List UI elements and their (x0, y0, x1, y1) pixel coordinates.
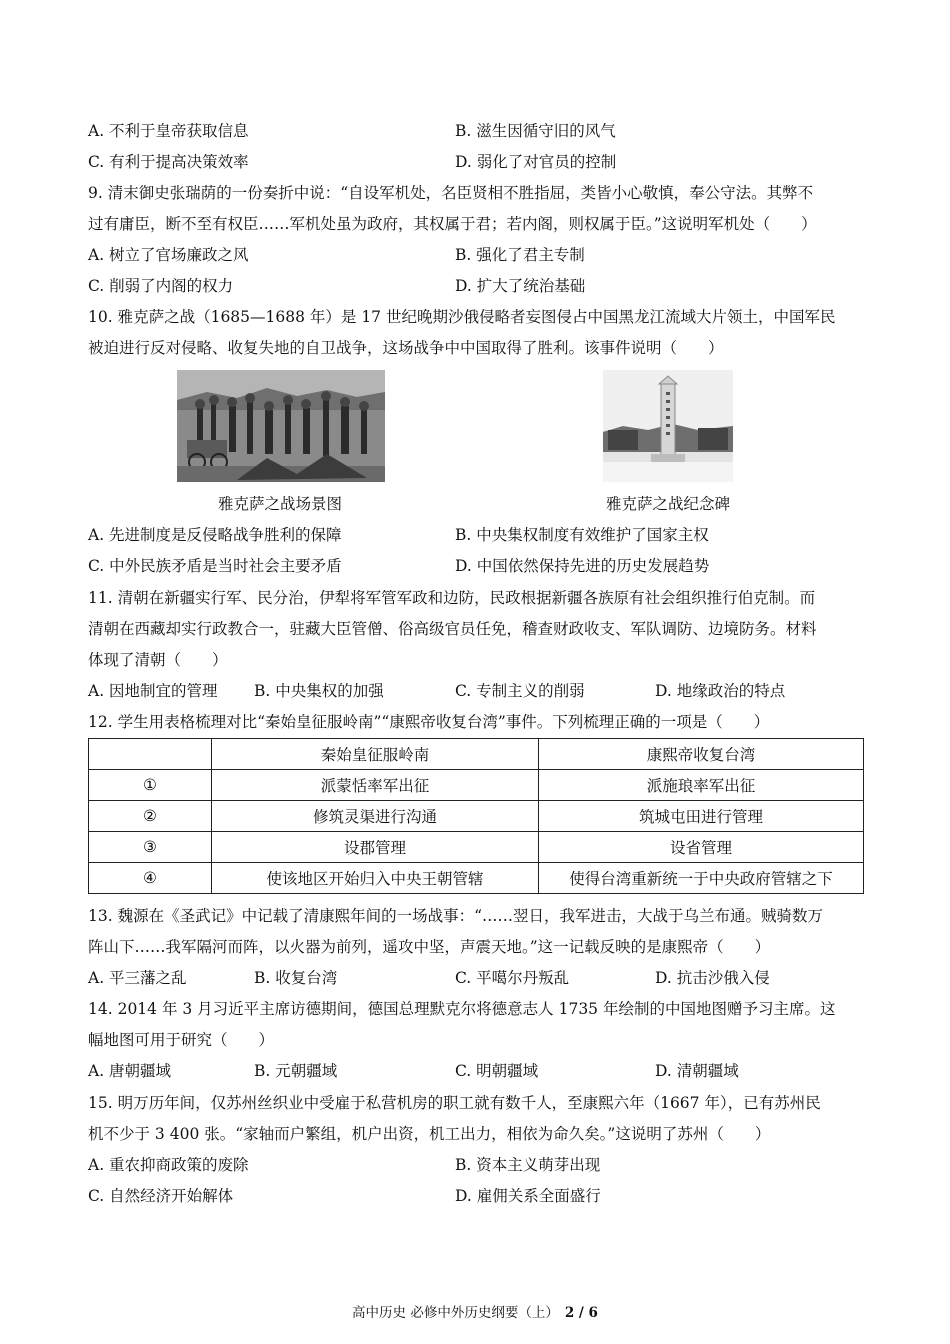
q9-option-b: B. 强化了君主专制 (455, 246, 585, 264)
table-cell: ④ (89, 863, 212, 894)
q14-option-b: B. 元朝疆域 (254, 1062, 338, 1080)
q10-option-b: B. 中央集权制度有效维护了国家主权 (455, 526, 709, 544)
q10-option-a: A. 先进制度是反侵略战争胜利的保障 (88, 526, 342, 544)
q13-stem-line-1: 13. 魏源在《圣武记》中记载了清康熙年间的一场战事：“……翌日，我军进击，大战于乌兰布通。贼骑数万 (88, 907, 824, 925)
q9-option-c: C. 削弱了内阁的权力 (88, 277, 234, 295)
q9-option-a: A. 树立了官场廉政之风 (88, 246, 249, 264)
monument-caption: 雅克萨之战纪念碑 (605, 495, 730, 513)
table-cell: ③ (89, 832, 212, 863)
page-footer (0, 1303, 950, 1323)
q9-stem-line-1: 9. 清末御史张瑞荫的一份奏折中说：“自设军机处，名臣贤相不胜指屈，类皆小心敬慎，奉公守法。其弊不 (88, 184, 814, 202)
q15-stem-line-1: 15. 明万历年间，仅苏州丝织业中受雇于私营机房的职工就有数千人，至康熙六年（1667 年），已有苏州民 (88, 1094, 821, 1112)
q14-option-c: C. 明朝疆域 (455, 1062, 539, 1080)
q8-option-a: A. 不利于皇帝获取信息 (88, 122, 249, 140)
q12-stem: 12. 学生用表格梳理对比“秦始皇征服岭南”“康熙帝收复台湾”事件。下列梳理正确的一项是（ ） (88, 713, 770, 731)
table-cell: 筑城屯田进行管理 (539, 801, 864, 832)
q10-stem-line-2: 被迫进行反对侵略、收复失地的自卫战争，这场战争中中国取得了胜利。该事件说明（ ） (88, 339, 724, 357)
q11-option-d: D. 地缘政治的特点 (655, 682, 786, 700)
q8-option-b: B. 滋生因循守旧的风气 (455, 122, 616, 140)
battle-scene-image (177, 370, 385, 482)
q11-option-c: C. 专制主义的削弱 (455, 682, 585, 700)
table-cell: 设省管理 (539, 832, 864, 863)
page-number: 2 / 6 (564, 1305, 598, 1321)
q15-option-c: C. 自然经济开始解体 (88, 1187, 234, 1205)
comparison-table (88, 738, 864, 894)
q8-option-d: D. 弱化了对官员的控制 (455, 153, 617, 171)
table-cell: ① (89, 770, 212, 801)
table-row (89, 863, 864, 894)
q15-option-a: A. 重农抑商政策的废除 (88, 1156, 249, 1174)
monument-image (603, 370, 733, 482)
table-header-row (89, 739, 864, 770)
table-header-cell: 秦始皇征服岭南 (212, 739, 539, 770)
q13-option-a: A. 平三藩之乱 (88, 969, 187, 987)
q13-option-c: C. 平噶尔丹叛乱 (455, 969, 570, 987)
table-cell: 修筑灵渠进行沟通 (212, 801, 539, 832)
q11-stem-line-1: 11. 清朝在新疆实行军、民分治，伊犁将军管军政和边防，民政根据新疆各族原有社会组织推行伯克制。而 (88, 589, 816, 607)
q13-option-b: B. 收复台湾 (254, 969, 338, 987)
q15-stem-line-2: 机不少于 3 400 张。“家轴而户繁组，机户出资，机工出力，相依为命久矣。”这说明了苏州（ ） (88, 1125, 771, 1143)
table-row (89, 770, 864, 801)
q9-stem-line-2: 过有庸臣，断不至有权臣……军机处虽为政府，其权属于君；若内阁，则权属于臣。”这说明军机处（ ） (88, 215, 817, 233)
q10-option-d: D. 中国依然保持先进的历史发展趋势 (455, 557, 710, 575)
q10-stem-line-1: 10. 雅克萨之战（1685—1688 年）是 17 世纪晚期沙俄侵略者妄图侵占中国黑龙江流域大片领土，中国军民 (88, 308, 836, 326)
q9-option-d: D. 扩大了统治基础 (455, 277, 586, 295)
table-cell: 使该地区开始归入中央王朝管辖 (212, 863, 539, 894)
q15-option-d: D. 雇佣关系全面盛行 (455, 1187, 601, 1205)
table-cell: 设郡管理 (212, 832, 539, 863)
q14-stem-line-2: 幅地图可用于研究（ ） (88, 1031, 275, 1049)
table-cell: 派蒙恬率军出征 (212, 770, 539, 801)
q11-stem-line-2: 清朝在西藏却实行政教合一，驻藏大臣管僧、俗高级官员任免，稽查财政收支、军队调防、边境防务。材料 (88, 620, 817, 638)
q8-option-c: C. 有利于提高决策效率 (88, 153, 249, 171)
q10-option-c: C. 中外民族矛盾是当时社会主要矛盾 (88, 557, 342, 575)
table-header-cell (89, 739, 212, 770)
table-cell: 派施琅率军出征 (539, 770, 864, 801)
table-row (89, 832, 864, 863)
table-cell: ② (89, 801, 212, 832)
table-cell: 使得台湾重新统一于中央政府管辖之下 (539, 863, 864, 894)
q11-option-a: A. 因地制宜的管理 (88, 682, 218, 700)
q13-option-d: D. 抗击沙俄入侵 (655, 969, 770, 987)
q15-option-b: B. 资本主义萌芽出现 (455, 1156, 601, 1174)
table-row (89, 801, 864, 832)
q11-stem-line-3: 体现了清朝（ ） (88, 651, 228, 669)
q11-option-b: B. 中央集权的加强 (254, 682, 384, 700)
footer-course: 高中历史 必修中外历史纲要（上） (352, 1305, 559, 1321)
battle-scene-caption: 雅克萨之战场景图 (217, 495, 342, 513)
q14-stem-line-1: 14. 2014 年 3 月习近平主席访德期间，德国总理默克尔将德意志人 1735 年绘制的中国地图赠予习主席。这 (88, 1000, 836, 1018)
q13-stem-line-2: 阵山下……我军隔河而阵，以火器为前列，遥攻中坚，声震天地。”这一记载反映的是康熙帝（ ） (88, 938, 771, 956)
q14-option-d: D. 清朝疆域 (655, 1062, 739, 1080)
table-header-cell: 康熙帝收复台湾 (539, 739, 864, 770)
q14-option-a: A. 唐朝疆域 (88, 1062, 172, 1080)
